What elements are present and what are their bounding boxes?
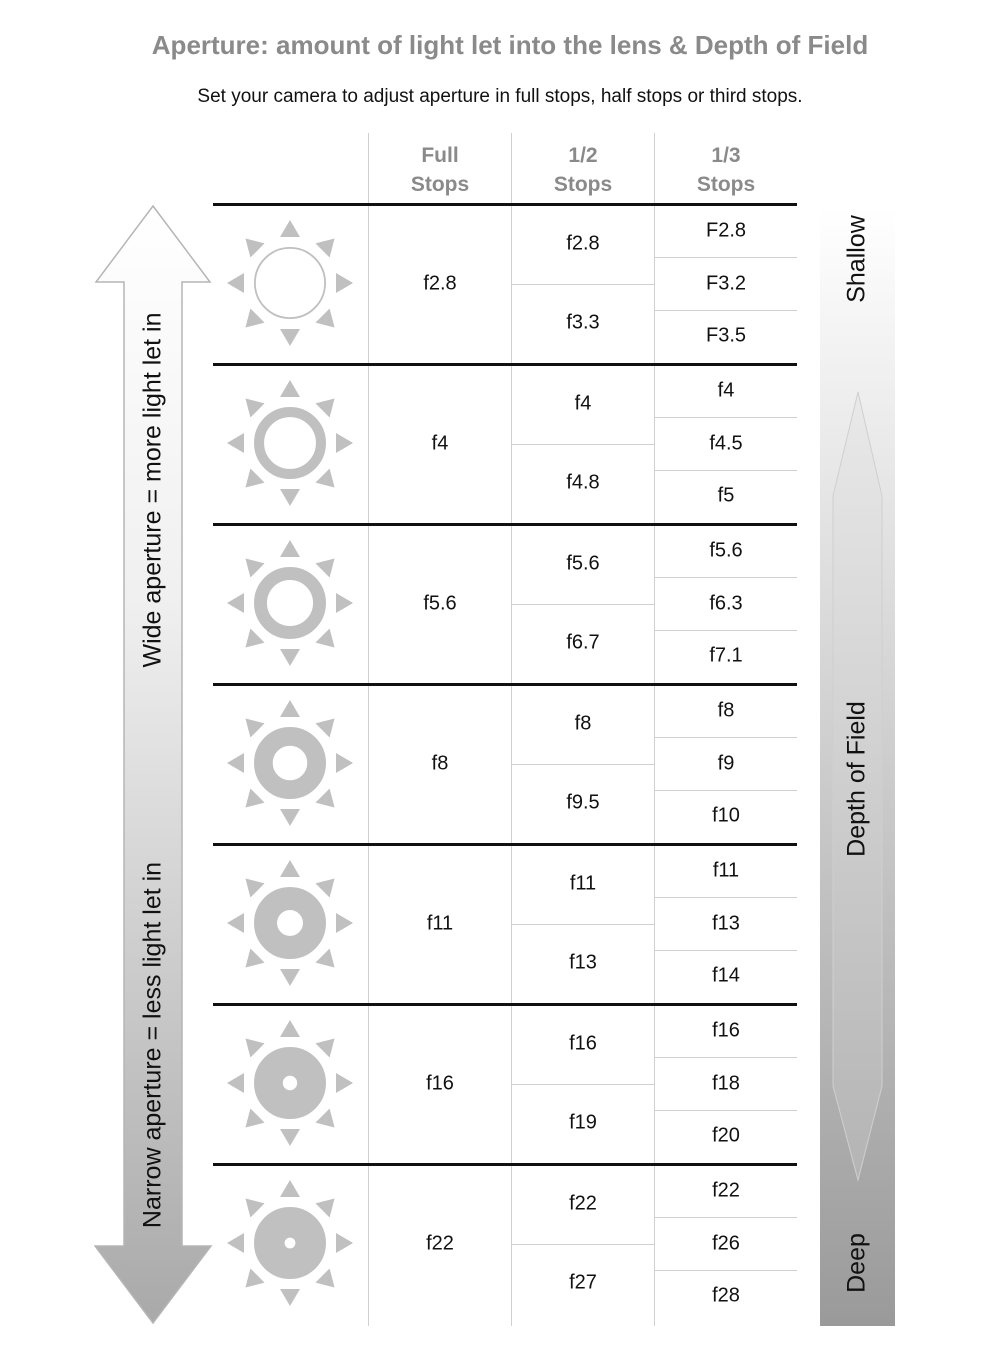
- half-stop-value: f4: [574, 392, 592, 415]
- sun-aperture-icon: [226, 539, 354, 667]
- third-stop-value: f9: [717, 752, 735, 775]
- half-stop-value: f5.6: [566, 552, 600, 575]
- sun-aperture-icon: [226, 379, 354, 507]
- deep-label: Deep: [842, 1233, 871, 1293]
- third-stop-value: F3.5: [705, 324, 747, 347]
- third-stop-divider: [655, 577, 797, 578]
- half-stop-value: f9.5: [566, 791, 600, 814]
- row-divider: [213, 203, 797, 206]
- half-stop-divider: [512, 604, 654, 605]
- third-stop-divider: [655, 1270, 797, 1271]
- half-stop-value: f6.7: [566, 631, 600, 654]
- aperture-icon-cell: [226, 379, 354, 507]
- half-stop-value: f2.8: [566, 232, 600, 255]
- half-stop-value: f3.3: [566, 311, 600, 334]
- third-stop-divider: [655, 257, 797, 258]
- third-stop-value: f20: [712, 1124, 740, 1147]
- third-stop-divider: [655, 737, 797, 738]
- row-divider: [213, 1003, 797, 1006]
- third-stop-value: f4: [717, 379, 735, 402]
- aperture-icon-cell: [226, 859, 354, 987]
- half-stop-value: f19: [569, 1111, 597, 1134]
- page-subtitle: Set your camera to adjust aperture in full stops, half stops or third stops.: [197, 86, 803, 107]
- third-stop-value: f28: [712, 1284, 740, 1307]
- third-stop-value: f22: [712, 1179, 740, 1202]
- third-stop-value: f7.1: [709, 644, 743, 667]
- third-stop-value: f11: [712, 859, 740, 882]
- half-stop-value: f16: [569, 1032, 597, 1055]
- aperture-icon-cell: [226, 1179, 354, 1307]
- third-stop-divider: [655, 417, 797, 418]
- third-stop-value: f5: [717, 484, 735, 507]
- header-half-stops: [512, 141, 654, 199]
- third-stop-divider: [655, 1057, 797, 1058]
- page-title: Aperture: amount of light let into the lens & Depth of Field: [151, 30, 869, 60]
- third-stop-value: f26: [712, 1232, 740, 1255]
- third-stop-divider: [655, 470, 797, 471]
- full-stop-value: f11: [426, 912, 454, 935]
- column-divider: [368, 133, 369, 1326]
- third-stop-divider: [655, 790, 797, 791]
- aperture-icon-cell: [226, 1019, 354, 1147]
- half-stop-divider: [512, 1244, 654, 1245]
- half-stop-value: f13: [569, 951, 597, 974]
- third-stop-value: f4.5: [709, 432, 743, 455]
- third-stop-value: f8: [717, 699, 735, 722]
- full-stop-value: f4: [431, 432, 449, 455]
- half-stop-divider: [512, 924, 654, 925]
- row-divider: [213, 683, 797, 686]
- half-stop-divider: [512, 764, 654, 765]
- aperture-icon-cell: [226, 539, 354, 667]
- half-stop-value: f22: [569, 1192, 597, 1215]
- third-stop-divider: [655, 310, 797, 311]
- third-stop-divider: [655, 1217, 797, 1218]
- third-stop-value: f10: [712, 804, 740, 827]
- aperture-icon-cell: [226, 219, 354, 347]
- sun-aperture-icon: [226, 699, 354, 827]
- header-full-stops: [369, 141, 511, 199]
- shallow-label: Shallow: [842, 215, 871, 303]
- third-stop-value: F3.2: [705, 272, 747, 295]
- full-stop-value: f16: [426, 1072, 454, 1095]
- third-stop-value: f13: [712, 912, 740, 935]
- header-third-stops-label: 1/3 Stops: [696, 144, 756, 196]
- full-stop-value: f5.6: [423, 592, 457, 615]
- third-stop-value: f16: [712, 1019, 740, 1042]
- sun-aperture-icon: [226, 1179, 354, 1307]
- wide-aperture-label: Wide aperture = more light let in: [138, 312, 167, 668]
- half-stop-value: f27: [569, 1271, 597, 1294]
- row-divider: [213, 523, 797, 526]
- sun-aperture-icon: [226, 859, 354, 987]
- full-stop-value: f8: [431, 752, 449, 775]
- header-half-stops-label: 1/2 Stops: [553, 144, 613, 196]
- narrow-aperture-label: Narrow aperture = less light let in: [138, 861, 167, 1229]
- third-stop-value: f18: [712, 1072, 740, 1095]
- third-stop-divider: [655, 950, 797, 951]
- header-full-stops-label: Full Stops: [410, 144, 470, 196]
- third-stop-divider: [655, 897, 797, 898]
- full-stop-value: f2.8: [423, 272, 457, 295]
- half-stop-value: f8: [574, 712, 592, 735]
- sun-aperture-icon: [226, 219, 354, 347]
- half-stop-value: f4.8: [566, 471, 600, 494]
- third-stop-value: f14: [712, 964, 740, 987]
- half-stop-divider: [512, 1084, 654, 1085]
- row-divider: [213, 1163, 797, 1166]
- row-divider: [213, 363, 797, 366]
- third-stop-value: f5.6: [709, 539, 743, 562]
- header-third-stops: [655, 141, 797, 199]
- aperture-icon-cell: [226, 699, 354, 827]
- half-stop-divider: [512, 284, 654, 285]
- third-stop-value: f6.3: [709, 592, 743, 615]
- half-stop-divider: [512, 444, 654, 445]
- third-stop-divider: [655, 1110, 797, 1111]
- full-stop-value: f22: [426, 1232, 454, 1255]
- half-stop-value: f11: [569, 872, 597, 895]
- third-stop-value: F2.8: [705, 219, 747, 242]
- row-divider: [213, 843, 797, 846]
- depth-of-field-label: Depth of Field: [842, 701, 871, 857]
- third-stop-divider: [655, 630, 797, 631]
- sun-aperture-icon: [226, 1019, 354, 1147]
